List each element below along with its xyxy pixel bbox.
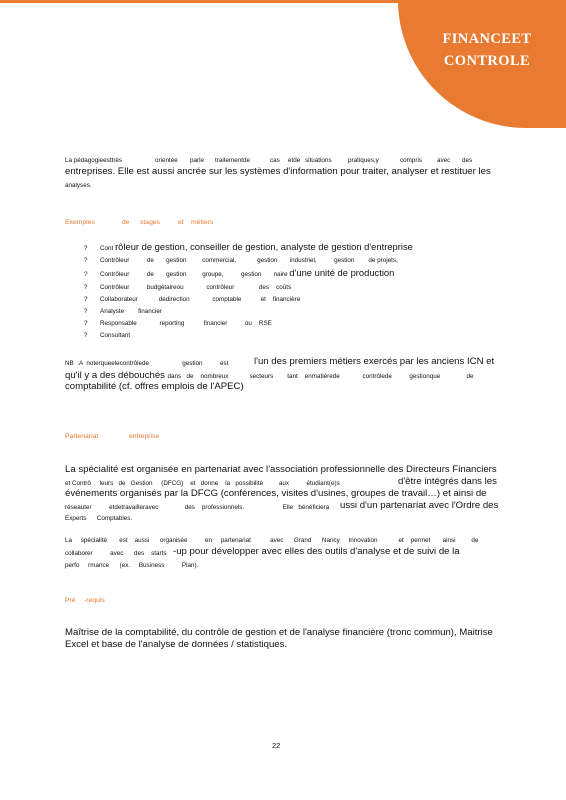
partnership-text: collaborer avec des starts [65, 550, 167, 557]
partnership-heading-word: entreprise [129, 433, 160, 440]
list-item-text: Consultant [100, 332, 131, 340]
partnership-line-1: La spécialité est organisée en partenariat avec l'association professionnelle des Directeurs Financiers [65, 464, 497, 475]
examples-heading-word: stages [140, 219, 161, 226]
banner-title-line1: FINANCEET [442, 31, 532, 47]
partnership-text: ussi d'un partenariat avec l'Ordre des [340, 500, 499, 511]
bullet-marker: ? [84, 332, 88, 340]
nb-text: dans de nombreux secteurs tant enmatièrede contrôlede gestionque de [167, 373, 474, 380]
partnership-text: réseauter etdetravailleravec des professionnels. Elle bénéficiera [65, 504, 330, 511]
partnership-p2-line-3: perfo rmance (ex. Business Plan). [65, 562, 199, 569]
list-item-text: Analyste financier [100, 308, 162, 316]
nb-text: l'un des premiers métiers exercés par les anciens ICN et [254, 356, 495, 367]
prereq-line-1: Maîtrise de la comptabilité, du contrôle de gestion et de l'analyse financière (tronc commun), Maitrise [65, 627, 493, 638]
prereq-line-2: Excel et base de l'analyse de données / statistiques. [65, 639, 288, 650]
intro-word: etde [288, 157, 301, 164]
list-item [84, 267, 413, 281]
page-number: 22 [272, 741, 281, 750]
list-item-text: Contrôleur budgétaireou contrôleur des coûts [100, 283, 292, 291]
banner-title-line2: CONTROLE [443, 53, 531, 69]
intro-word: traitementde [215, 157, 251, 164]
intro-word: compris [400, 157, 423, 164]
intro-word: avec [437, 157, 451, 164]
intro-word: situations [305, 157, 332, 164]
intro-word: La pédagogieesttrès [65, 157, 123, 164]
partnership-line-4 [65, 500, 499, 514]
bullet-marker: ? [84, 271, 88, 279]
intro-line-3: analyses. [65, 182, 92, 189]
nb-text: qu'il y a des débouchés [65, 370, 165, 381]
intro-word: des [462, 157, 473, 164]
examples-heading-word: et [178, 219, 184, 226]
examples-heading-word: de [122, 219, 130, 226]
list-item-text: Contrôleur de gestion groupe, gestion naire [100, 271, 288, 279]
nb-text: NB :A noterqueelecontrôlede gestion est [65, 360, 229, 367]
header-rule [0, 0, 420, 3]
intro-word: orientée [155, 157, 178, 164]
partnership-line-3: événements organisés par la DFCG (conférences, visites d'usines, groupes de travail…) et ainsi de [65, 488, 487, 499]
bullet-marker: ? [84, 245, 88, 252]
list-item-text: Responsable reporting financier ou RSE [100, 320, 272, 328]
partnership-heading-word: Partenariat [65, 433, 99, 440]
section-banner-title [412, 28, 562, 72]
list-item [84, 318, 413, 330]
prereq-heading-word: Pré [65, 597, 76, 604]
partnership-text: -up pour développer avec elles des outils d'analyse et de suivi de la [173, 546, 460, 557]
list-item-text: Contrôleur de gestion commercial, gestion industriel, gestion de projets, [100, 257, 398, 265]
intro-word: parle [190, 157, 205, 164]
list-item [84, 306, 413, 318]
partnership-p2-line-2 [65, 546, 460, 560]
intro-word: pratiques,y [348, 157, 379, 164]
partnership-p2-line-1: La spécialité est aussi organisée en partenariat avec Grand Nancy Innovation et permet ainsi de [65, 537, 479, 544]
list-item [84, 330, 413, 342]
bullet-marker: ? [84, 295, 88, 303]
partnership-text: d'être intégrés dans les [398, 476, 497, 487]
nb-line-1 [65, 356, 495, 370]
partnership-line-5: Experts Comptables. [65, 515, 133, 522]
examples-heading-word: métiers [191, 219, 214, 226]
list-item [84, 294, 413, 306]
bullet-marker: ? [84, 320, 88, 328]
jobs-list [84, 241, 413, 343]
bullet-marker: ? [84, 283, 88, 291]
list-item [84, 282, 413, 294]
list-item-text: rôleur de gestion, conseiller de gestion, analyste de gestion d'entreprise [115, 241, 413, 252]
list-item [84, 241, 413, 255]
bullet-marker: ? [84, 308, 88, 316]
partnership-text: et Contrô leurs de Gestion (DFCG) et donne la possibilité aux étudiant(e)s [65, 480, 340, 487]
intro-word: cas [270, 157, 280, 164]
list-item-text: Collaborateur dedirection comptable et financière [100, 295, 301, 303]
list-item-text: Cont [100, 245, 114, 252]
prereq-heading-word: -requis [84, 597, 105, 604]
list-item-text: d'une unité de production [289, 267, 395, 279]
examples-heading-word: Exemples [65, 219, 95, 226]
bullet-marker: ? [84, 257, 88, 265]
nb-line-3: comptabilité (cf. offres emplois de l'APEC) [65, 381, 244, 392]
intro-line-2: entreprises. Elle est aussi ancrée sur les systèmes d'information pour traiter, analyser et restituer les [65, 166, 491, 177]
list-item [84, 255, 413, 267]
